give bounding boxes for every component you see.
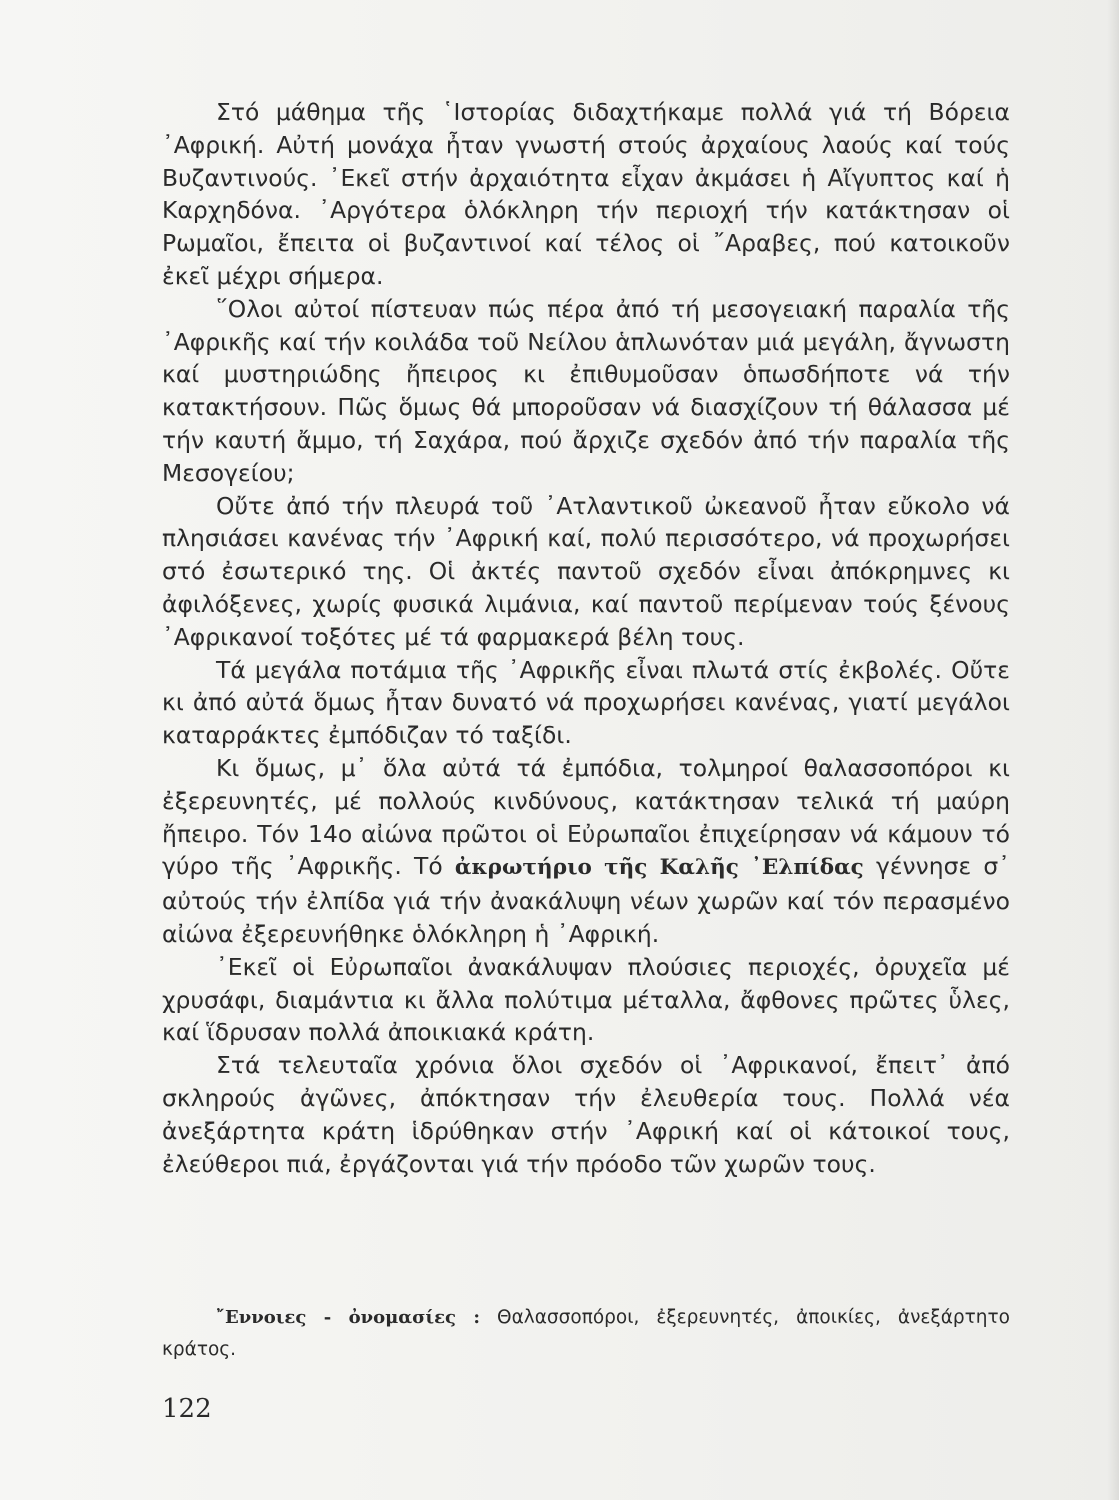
paragraph-atlantic-coast: Οὔτε ἀπό τήν πλευρά τοῦ ᾿Ατλαντικοῦ ὠκεανοῦ ἦταν εὔκολο νά πλησιάσει κανένας τήν ᾿Αφρική καί, πολύ περισσότερο, νά προχωρήσει στό ἐσωτερικό της. Οἱ ἀκτές παντοῦ σχεδόν εἶναι ἀπόκρημνες κι ἀφιλόξενες, χωρίς φυσικά λιμάνια, καί παντοῦ περίμεναν τούς ξένους ᾿Αφρικανοί τοξότες μέ τά φαρμακερά βέλη τους. (162, 491, 1010, 651)
paragraph-north-africa: Στό μάθημα τῆς ῾Ιστορίας διδαχτήκαμε πολλά γιά τή Βόρεια ᾿Αφρική. Αὐτή μονάχα ἦταν γνωστή στούς ἀρχαίους λαούς καί τούς Βυζαντινούς. ᾿Εκεῖ στήν ἀρχαιότητα εἶχαν ἀκμάσει ἡ Αἴγυπτος καί ἡ Καρχηδόνα. ᾿Αργότερα ὁλόκληρη τήν περιοχή τήν κατάκτησαν οἱ Ρωμαῖοι, ἔπειτα οἱ βυζαντινοί καί τέλος οἱ ῎Αραβες, πού κατοικοῦν ἐκεῖ μέχρι σήμερα. (162, 98, 1010, 290)
paragraph-independence: Στά τελευταῖα χρόνια ὅλοι σχεδόν οἱ ᾿Αφρικανοί, ἔπειτ᾿ ἀπό σκληρούς ἀγῶνες, ἀπόκτησαν τήν ἐλευθερία τους. Πολλά νέα ἀνεξάρτητα κράτη ἱδρύθηκαν στήν ᾿Αφρική καί οἱ κάτοικοί τους, ἐλεύθεροι πιά, ἐργάζονται γιά τήν πρόοδο τῶν χωρῶν τους. (162, 1051, 1010, 1178)
page-edge-shadow (1107, 0, 1119, 1500)
cape-of-good-hope-term: ἀκρωτήριο τῆς Καλῆς ᾿Ελπίδας (454, 855, 864, 881)
main-text (162, 96, 1010, 1180)
paragraph-explorers-start: Κι ὅμως, μ᾿ ὅλα αὐτά τά ἐμπόδια, τολμηροί θαλασσοπόροι κι ἐξερευνητές, μέ πολλούς κινδύνους, κατάκτησαν τελικά τή μαύρη ἤπειρο. Τόν 14ο αἰώνα πρῶτοι οἱ Εὐρωπαῖοι ἐπιχείρησαν νά κάμουν τό γύρο τῆς ᾿Αφρικῆς. Τό (162, 753, 1010, 881)
paragraph-rivers: Τά μεγάλα ποτάμια τῆς ᾿Αφρικῆς εἶναι πλωτά στίς ἐκβολές. Οὔτε κι ἀπό αὐτά ὅμως ἦταν δυνατό νά προχωρήσει κανένας, γιατί μεγάλοι καταρράκτες ἐμπόδιζαν τό ταξίδι. (162, 655, 1010, 750)
concepts-label: ῎Εννοιες - ὀνομασίες : (216, 1307, 481, 1328)
paragraph-explorers-end: γέννησε σ᾿ αὐτούς τήν ἐλπίδα γιά τήν ἀνακάλυψη νέων χωρῶν καί τόν περασμένο αἰώνα ἐξερευνήθηκε ὁλόκληρη ἡ ᾿Αφρική. (162, 852, 1010, 948)
concepts-note (162, 1302, 1010, 1366)
page-number: 122 (162, 1394, 212, 1424)
paragraph-colonies: ᾿Εκεῖ οἱ Εὐρωπαῖοι ἀνακάλυψαν πλούσιες περιοχές, ὀρυχεῖα μέ χρυσάφι, διαμάντια κι ἄλλα πολύτιμα μέταλλα, ἄφθονες πρῶτες ὗλες, καί ἵδρυσαν πολλά ἀποικιακά κράτη. (162, 952, 1010, 1047)
paragraph-explorers (162, 752, 1010, 951)
concepts-list: Θαλασσοπόροι, ἐξερευνητές, ἀποικίες, ἀνεξάρτητο κράτος. (162, 1307, 1010, 1360)
paragraph-unknown-continent: ῞Ολοι αὐτοί πίστευαν πώς πέρα ἀπό τή μεσογειακή παραλία τῆς ᾿Αφρικῆς καί τήν κοιλάδα τοῦ Νείλου ἁπλωνόταν μιά μεγάλη, ἄγνωστη καί μυστηριώδης ἤπειρος κι ἐπιθυμοῦσαν ὁπωσδήποτε νά τήν κατακτήσουν. Πῶς ὅμως θά μποροῦσαν νά διασχίζουν τή θάλασσα μέ τήν καυτή ἄμμο, τή Σαχάρα, πού ἄρχιζε σχεδόν ἀπό τήν παραλία τῆς Μεσογείου; (162, 294, 1010, 487)
